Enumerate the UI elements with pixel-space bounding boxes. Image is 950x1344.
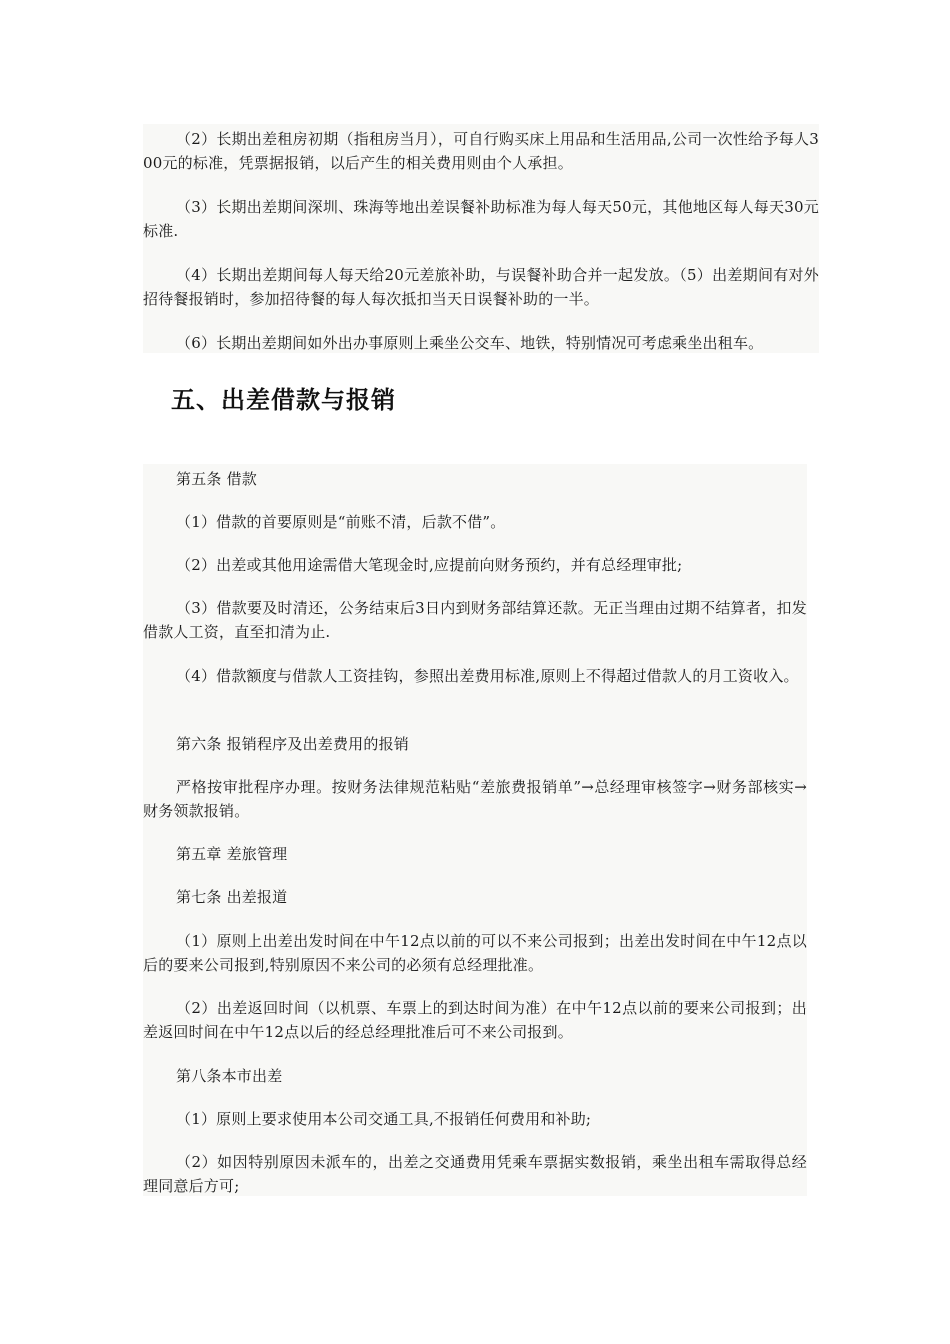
paragraph: （6）长期出差期间如外出办事原则上乘坐公交车、地铁，特别情况可考虑乘坐出租车。 bbox=[176, 334, 764, 352]
paragraph: （2）出差或其他用途需借大笔现金时,应提前向财务预约，并有总经理审批; bbox=[176, 556, 683, 574]
top-text-block bbox=[143, 124, 819, 353]
paragraph: （2）长期出差租房初期（指租房当月），可自行购买床上用品和生活用品,公司一次性给予每人300元的标准，凭票据报销，以后产生的相关费用则由个人承担。 bbox=[143, 130, 819, 172]
article-title: 第六条 报销程序及出差费用的报销 bbox=[176, 735, 409, 753]
article-title: 第七条 出差报道 bbox=[176, 888, 288, 906]
paragraph: （4）长期出差期间每人每天给20元差旅补助，与误餐补助合并一起发放。（5）出差期间有对外招待餐报销时，参加招待餐的每人每次抵扣当天日误餐补助的一半。 bbox=[143, 266, 819, 308]
paragraph: （1）原则上要求使用本公司交通工具,不报销任何费用和补助; bbox=[176, 1110, 592, 1128]
paragraph: （1）借款的首要原则是“前账不清，后款不借”。 bbox=[176, 513, 506, 531]
paragraph: （2）出差返回时间（以机票、车票上的到达时间为准）在中午12点以前的要来公司报到；出差返回时间在中午12点以后的经总经理批准后可不来公司报到。 bbox=[143, 999, 807, 1041]
paragraph: （2）如因特别原因未派车的，出差之交通费用凭乘车票据实数报销，乘坐出租车需取得总经理同意后方可; bbox=[143, 1153, 807, 1195]
paragraph: （3）借款要及时清还，公务结束后3日内到财务部结算还款。无正当理由过期不结算者，扣发借款人工资，直至扣清为止. bbox=[143, 599, 807, 641]
paragraph: （4）借款额度与借款人工资挂钩，参照出差费用标准,原则上不得超过借款人的月工资收入。 bbox=[176, 667, 799, 685]
article-title: 第八条本市出差 bbox=[176, 1067, 283, 1085]
paragraph: （1）原则上出差出发时间在中午12点以前的可以不来公司报到；出差出发时间在中午12点以后的要来公司报到,特别原因不来公司的必须有总经理批准。 bbox=[143, 932, 807, 974]
paragraph: 严格按审批程序办理。按财务法律规范粘贴“差旅费报销单”→总经理审核签字→财务部核实→财务领款报销。 bbox=[143, 778, 807, 820]
chapter-title: 第五章 差旅管理 bbox=[176, 845, 288, 863]
main-text-block bbox=[143, 464, 807, 1196]
section-heading: 五、出差借款与报销 bbox=[171, 386, 396, 414]
article-title: 第五条 借款 bbox=[176, 470, 257, 488]
paragraph: （3）长期出差期间深圳、珠海等地出差误餐补助标准为每人每天50元，其他地区每人每天30元标准. bbox=[143, 198, 819, 240]
